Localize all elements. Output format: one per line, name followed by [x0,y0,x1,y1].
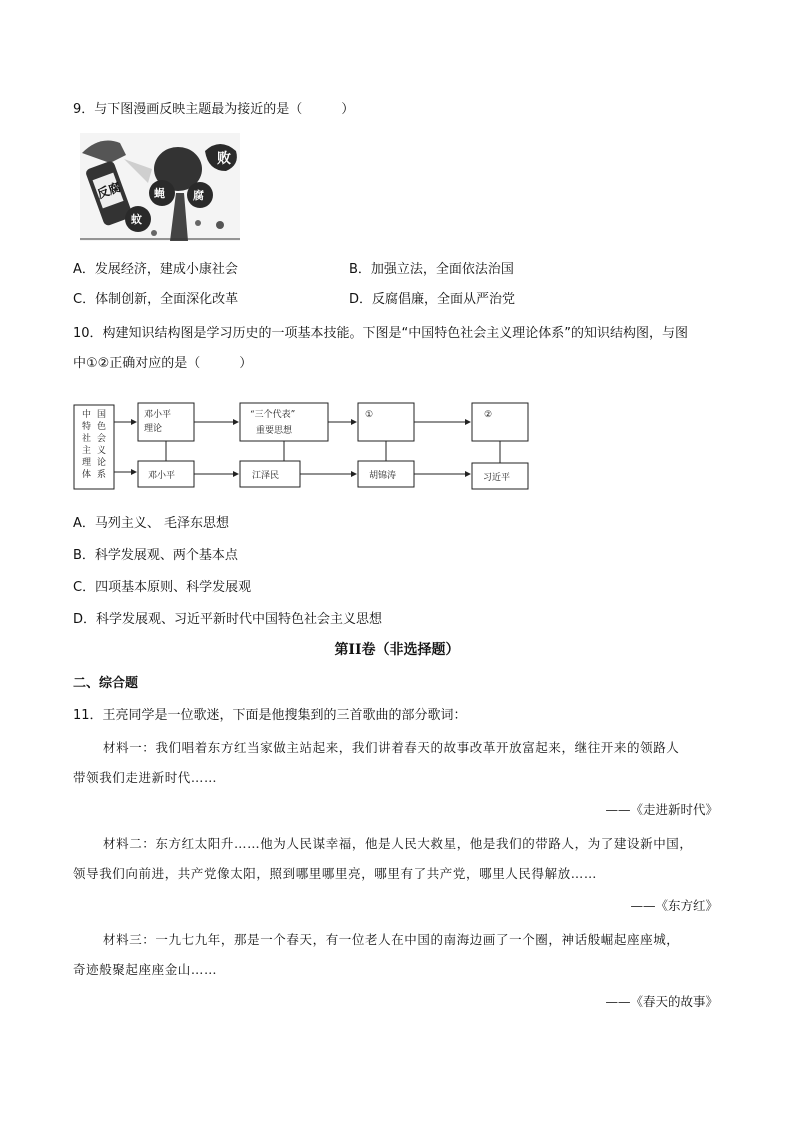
top-box-1-l2: 理论 [144,424,163,434]
material-3-line1: 材料三：一九七九年，那是一个春天，有一位老人在中国的南海边画了一个圈，神话般崛起座座城， [103,932,680,947]
top-box-2-l1: “三个代表” [250,410,296,420]
spray-label: 反腐 [95,179,123,202]
material-2-line1: 材料二：东方红太阳升……他为人民谋幸福，他是人民大救星，他是我们的带路人，为了建设新中国， [103,836,693,851]
q10-option-c[interactable]: C．四项基本原则、科学发展观 [73,580,252,595]
material-3-source: ——《春天的故事》 [605,994,718,1009]
word-fu: 腐 [193,189,204,202]
knowledge-structure-diagram [72,395,534,495]
anti-corruption-cartoon [80,133,240,241]
root-box-col-b: 国色会义论系 [97,410,107,480]
bottom-box-3: 胡锦涛 [369,471,397,481]
word-ying: 蝇 [154,187,165,200]
top-box-1-l1: 邓小平 [144,410,172,420]
q9-option-d[interactable]: D．反腐倡廉，全面从严治党 [349,292,516,307]
q11-stem: 11．王亮同学是一位歌迷，下面是他搜集到的三首歌曲的部分歌词： [73,708,467,723]
bottom-box-4: 习近平 [483,473,511,483]
q10-option-a[interactable]: A．马列主义、 毛泽东思想 [73,516,230,531]
material-1-line2: 带领我们走进新时代…… [73,770,218,785]
part2-title: 第II卷（非选择题） [334,642,460,658]
material-2-source: ——《东方红》 [630,898,718,913]
q10-stem-line2: 中①②正确对应的是（ ） [73,356,253,371]
top-box-4: ② [484,410,493,420]
q9-option-c[interactable]: C．体制创新，全面深化改革 [73,292,239,307]
q9-option-a[interactable]: A．发展经济，建成小康社会 [73,262,238,277]
bottom-box-2: 江泽民 [252,471,280,481]
material-2-line2: 领导我们向前进，共产党像太阳，照到哪里哪里亮，哪里有了共产党，哪里人民得解放…… [73,866,598,881]
q9-option-b[interactable]: B．加强立法，全面依法治国 [349,262,514,277]
q9-stem: 9．与下图漫画反映主题最为接近的是（ ） [73,102,355,117]
root-box-col-a: 中特社主理体 [82,410,92,480]
top-box-3: ① [365,410,374,420]
material-1-source: ——《走进新时代》 [605,802,718,817]
q10-option-b[interactable]: B．科学发展观、两个基本点 [73,548,238,563]
q10-stem-line1: 10．构建知识结构图是学习历史的一项基本技能。下图是“中国特色社会主义理论体系”的知识结构图，与图 [73,326,689,341]
material-3-line2: 奇迹般聚起座座金山…… [73,962,218,977]
word-bai: 败 [217,151,231,167]
word-wen: 蚊 [131,213,142,226]
top-box-2-l2: 重要思想 [256,426,293,436]
bottom-box-1: 邓小平 [148,471,176,481]
material-1-line1: 材料一：我们唱着东方红当家做主站起来，我们讲着春天的故事改革开放富起来，继往开来的领路人 [103,740,680,755]
section-heading: 二、综合题 [73,676,139,691]
q10-option-d[interactable]: D．科学发展观、习近平新时代中国特色社会主义思想 [73,612,383,627]
